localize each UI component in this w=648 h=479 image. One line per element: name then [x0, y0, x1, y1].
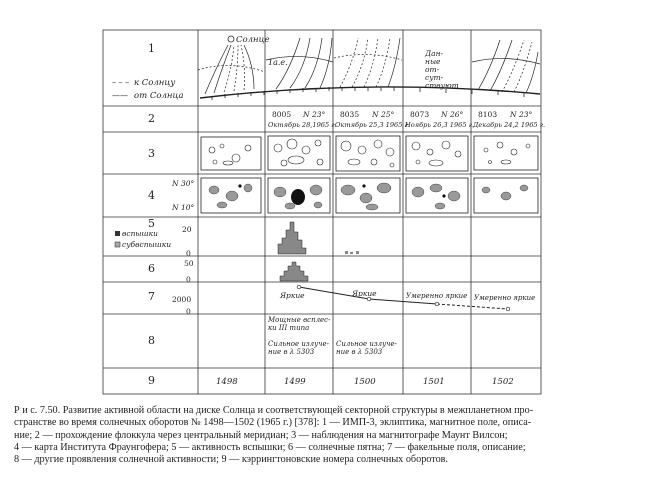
row-number-4: 4: [148, 189, 155, 202]
row5-tick-20: 20: [182, 225, 192, 234]
figure-caption: [14, 405, 638, 466]
lat-n10-label: N 10°: [172, 203, 195, 212]
carrington-1501: 1501: [423, 377, 445, 387]
legend-to-sun: к Солнцу: [134, 78, 176, 88]
sunspot-histogram: [280, 262, 308, 281]
rotation-1-lat: N 23°: [303, 110, 326, 119]
no-data-note-4: сут-: [425, 73, 444, 82]
caption-line-3: ние; 2 — прохождение флоккула через центральный меридиан; 3 — наблюдения на магнитографе Маунт Вилсон;: [14, 429, 508, 441]
plage-label-1: Яркие: [280, 291, 305, 300]
rotation-2-date: Октябрь 25,3 1965 г.: [335, 121, 410, 129]
ecliptic-label: 1а.е.: [268, 58, 288, 67]
flare-histogram-col1499: [278, 222, 306, 254]
row8-other-activity: [267, 316, 398, 356]
caption-line-1: Р и с. 7.50. Развитие активной области на диске Солнца и соответствующей секторной структуры в межпланетном про-: [14, 405, 534, 416]
row8-col2-line2: ние в λ 5303: [336, 348, 383, 356]
row7-tick-0: 0: [186, 307, 191, 316]
plage-label-2: Яркие: [352, 289, 377, 298]
plage-label-3: Умеренно яркие: [406, 292, 468, 300]
sun-symbol: [228, 36, 234, 42]
row7-tick-2000: 2000: [172, 295, 192, 304]
map-dot-1: [238, 184, 241, 187]
row-number-6: 6: [148, 262, 155, 275]
plage-line-dashed: [437, 304, 508, 309]
rotation-3-date: Ноябрь 26,3 1965 г.: [405, 121, 475, 129]
row8-col1-line5: ние в λ 5303: [268, 348, 315, 356]
sun-label: Солнце: [236, 35, 270, 45]
active-region-spot: [291, 189, 305, 205]
row6-sunspots: [184, 259, 308, 284]
plage-point-4: [506, 307, 510, 311]
map-dot-2: [362, 184, 365, 187]
legend-from-sun: от Солнца: [134, 91, 184, 101]
map-dot-3: [442, 194, 445, 197]
row8-col1-line1: Мощные всплес-: [268, 316, 331, 324]
legend-subflares-swatch: [115, 242, 120, 247]
rotation-3-region: 8073: [410, 110, 430, 119]
field-lines: [198, 38, 540, 94]
row9-carrington: [216, 377, 514, 387]
rotation-4-lat: N 23°: [510, 110, 533, 119]
legend-flares: вспышки: [122, 229, 158, 238]
row-number-8: 8: [148, 334, 155, 347]
lat-n30-label: N 30°: [172, 179, 195, 188]
carrington-1502: 1502: [492, 377, 514, 387]
caption-line-5: 8 — другие проявления солнечной активности; 9 — кэррингтоновские номера солнечных оборотов.: [14, 454, 449, 466]
row2-meridian-passages: [268, 110, 545, 129]
row-number-3: 3: [148, 147, 155, 160]
caption-line-2: странстве во время солнечных оборотов № 1498—1502 (1965 г.) [378]: 1 — ИМП-3, эклиптика, магнитное поле, описа-: [14, 417, 532, 429]
row-number-9: 9: [148, 374, 155, 387]
row-number-7: 7: [148, 290, 155, 303]
plage-point-3: [435, 302, 439, 306]
row4-fraunhofer-maps: [171, 178, 538, 213]
flare-bar-b: [350, 252, 353, 254]
rotation-1-date: Октябрь 28,1965 г.: [268, 121, 337, 129]
rotation-4-region: 8103: [478, 110, 498, 119]
row-number-5: 5: [148, 217, 155, 230]
legend-to-sun-dashes: – – –: [112, 78, 130, 87]
carrington-1500: 1500: [354, 377, 376, 387]
row3-magnetograms: [201, 136, 538, 171]
legend-flares-swatch: [115, 231, 120, 236]
carrington-1498: 1498: [216, 377, 238, 387]
row1-field-sketch: [112, 35, 540, 101]
legend-from-sun-line: ——: [112, 91, 128, 100]
caption-line-4: 4 — карта Института Фраунгофера; 5 — активность вспышки; 6 — солнечные пятна; 7 — факельные поля, описание;: [14, 441, 526, 453]
rotation-2-region: 8035: [340, 110, 360, 119]
legend-subflares: субвспышки: [122, 240, 172, 249]
row6-tick-0: 0: [186, 275, 191, 284]
row6-tick-50: 50: [184, 259, 194, 268]
rotation-3-lat: N 26°: [441, 110, 464, 119]
rotation-2-lat: N 25°: [372, 110, 395, 119]
row8-col1-line4: Сильное излуче-: [268, 340, 330, 348]
flare-bar-c: [356, 251, 359, 254]
no-data-note-2: ные: [425, 57, 441, 66]
plage-point-1: [297, 285, 301, 289]
rotation-1-region: 8005: [272, 110, 292, 119]
row8-col2-line1: Сильное излуче-: [336, 340, 398, 348]
row-number-1: 1: [148, 42, 155, 55]
plage-label-4: Умеренно яркие: [474, 294, 536, 302]
flare-bar-a: [345, 251, 348, 254]
rotation-4-date: Декабрь 24,2 1965 г.: [473, 121, 546, 129]
row7-plage: [172, 285, 535, 316]
row-number-2: 2: [148, 112, 155, 125]
carrington-1499: 1499: [284, 377, 306, 387]
no-data-note-1: Дан-: [425, 49, 444, 58]
row8-col1-line2: ки III типа: [268, 324, 310, 332]
no-data-note-3: от-: [425, 65, 440, 74]
row5-tick-0: 0: [186, 249, 191, 258]
no-data-note-5: ствуют: [425, 81, 459, 90]
